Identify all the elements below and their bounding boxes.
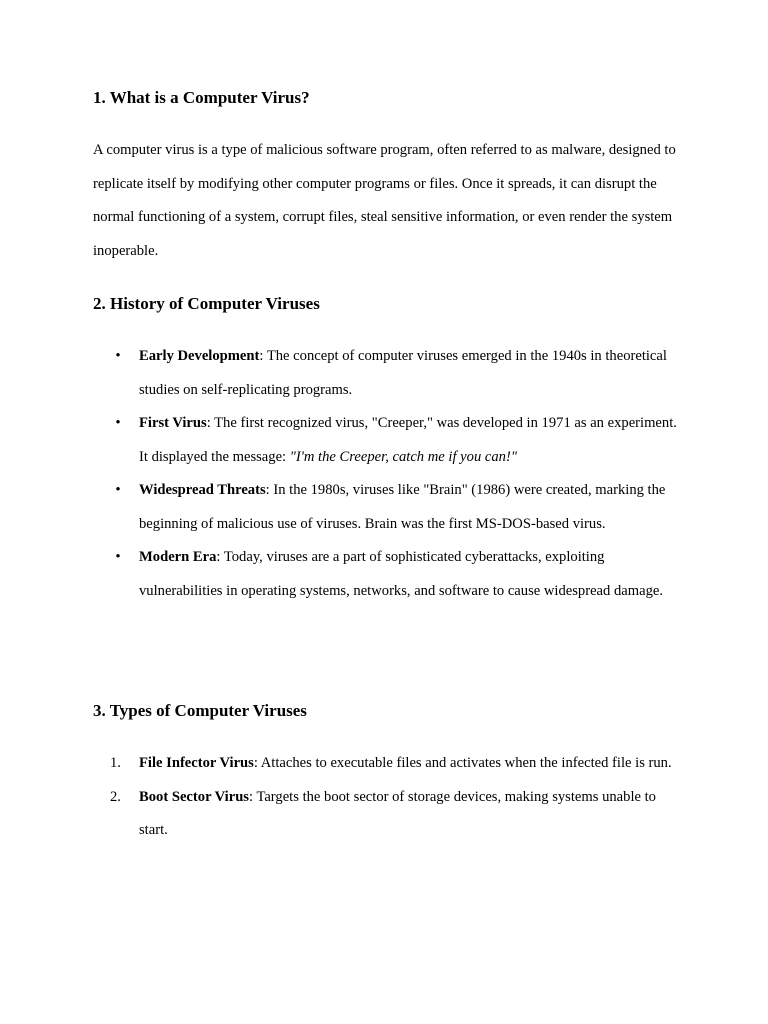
list-item-early-development (0, 340, 768, 407)
list-item-text: : Today, viruses are a part of sophisticated cyberattacks, exploiting vulnerabilities in operating systems, networks, and software to cause widespread damage. (139, 549, 664, 599)
list-item-boot-sector (0, 781, 768, 848)
list-item-term: File Infector Virus (139, 755, 254, 771)
types-numbered-list (0, 747, 768, 848)
list-item-term: Modern Era (139, 549, 217, 565)
list-number: 2. (110, 788, 121, 805)
list-item-text: : Attaches to executable files and activates when the infected file is run. (253, 755, 672, 771)
list-item-term: Boot Sector Virus (139, 788, 249, 805)
list-item-text: : The first recognized virus, "Creeper," was developed in 1971 as an experiment. It displayed the message: (139, 415, 677, 465)
bullet-marker: • (115, 549, 121, 565)
section-heading-history: 2. History of Computer Viruses (93, 294, 320, 313)
history-bullet-list (0, 340, 768, 608)
creeper-message-quote: "I'm the Creeper, catch me if you can!" (289, 448, 517, 465)
list-item-term: Early Development (139, 348, 260, 364)
bullet-marker: • (115, 482, 121, 498)
list-item-text: : In the 1980s, viruses like "Brain" (1986) were created, marking the beginning of malicious use of viruses. Brain was the first MS-DOS-based virus. (139, 482, 666, 532)
list-number: 1. (110, 755, 121, 771)
section-heading-what-is-virus: 1. What is a Computer Virus? (93, 88, 310, 107)
bullet-marker: • (115, 415, 121, 431)
list-item-file-infector (0, 747, 768, 781)
list-item-text: : Targets the boot sector of storage devices, making systems unable to start. (139, 788, 656, 838)
list-item-term: Widespread Threats (139, 482, 266, 498)
list-item-text: : The concept of computer viruses emerged in the 1940s in theoretical studies on self-replicating programs. (139, 348, 667, 398)
list-item-modern-era (0, 541, 768, 608)
section-paragraph-definition: A computer virus is a type of malicious software program, often referred to as malware, designed to replicate itself by modifying other computer programs or files. Once it spreads, it can disrupt the normal functioning of a system, corrupt files, steal sensitive information, or even render the system inoperable. (93, 142, 676, 259)
list-item-widespread-threats (0, 474, 768, 541)
list-item-term: First Virus (139, 415, 207, 431)
section-heading-types: 3. Types of Computer Viruses (93, 701, 307, 720)
bullet-marker: • (115, 348, 121, 364)
list-item-first-virus (0, 407, 768, 474)
